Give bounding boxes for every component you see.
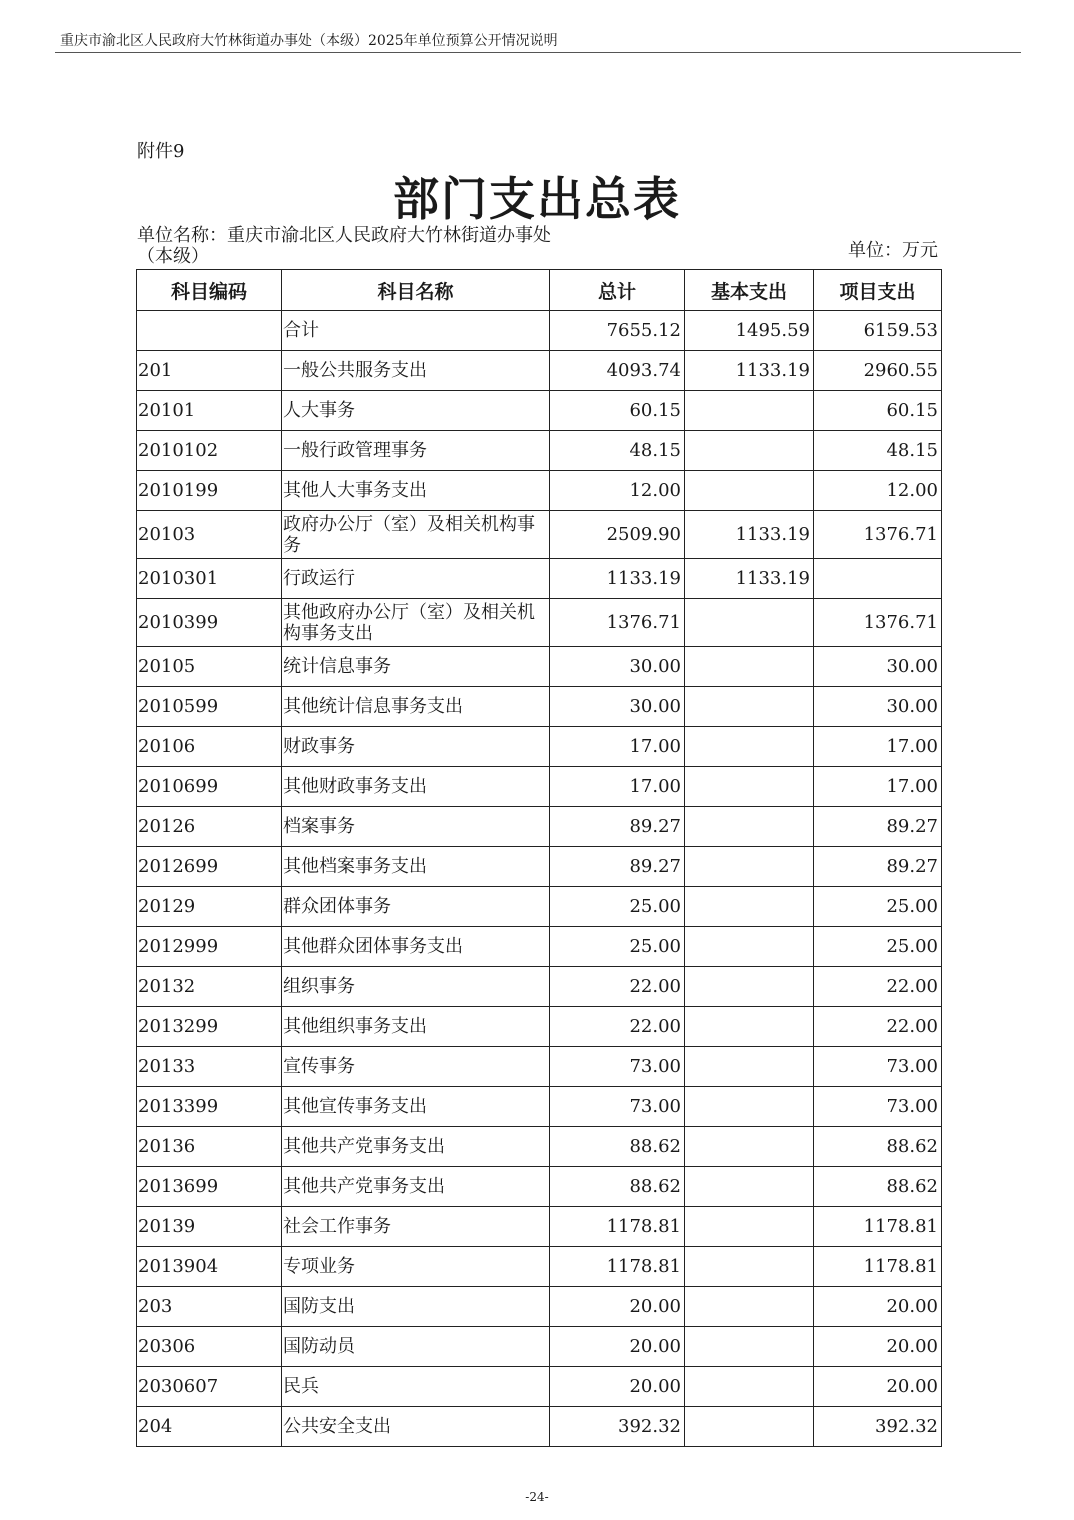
cell-name: 统计信息事务 <box>282 647 550 687</box>
cell-project: 20.00 <box>814 1327 942 1367</box>
unit-name: 单位名称：重庆市渝北区人民政府大竹林街道办事处（本级） <box>137 225 551 267</box>
cell-project: 25.00 <box>814 927 942 967</box>
table-row <box>137 1167 942 1207</box>
cell-basic <box>685 887 814 927</box>
table-row <box>137 887 942 927</box>
cell-basic <box>685 927 814 967</box>
cell-name: 合计 <box>282 311 550 351</box>
cell-basic <box>685 807 814 847</box>
cell-project: 20.00 <box>814 1367 942 1407</box>
cell-basic <box>685 1167 814 1207</box>
cell-project: 73.00 <box>814 1087 942 1127</box>
cell-basic <box>685 647 814 687</box>
cell-code: 204 <box>137 1407 282 1447</box>
cell-project: 30.00 <box>814 647 942 687</box>
cell-name: 人大事务 <box>282 391 550 431</box>
cell-code: 20101 <box>137 391 282 431</box>
cell-name: 其他统计信息事务支出 <box>282 687 550 727</box>
cell-name: 财政事务 <box>282 727 550 767</box>
cell-code: 2010301 <box>137 559 282 599</box>
table-row <box>137 687 942 727</box>
cell-project: 20.00 <box>814 1287 942 1327</box>
cell-basic <box>685 431 814 471</box>
cell-name: 行政运行 <box>282 559 550 599</box>
table-header-row <box>137 270 942 311</box>
cell-code: 2012999 <box>137 927 282 967</box>
table-row <box>137 351 942 391</box>
cell-name: 其他档案事务支出 <box>282 847 550 887</box>
cell-project: 392.32 <box>814 1407 942 1447</box>
table-row <box>137 431 942 471</box>
cell-name: 社会工作事务 <box>282 1207 550 1247</box>
cell-total: 22.00 <box>550 967 685 1007</box>
cell-code: 2013399 <box>137 1087 282 1127</box>
table-row <box>137 927 942 967</box>
table-row <box>137 1007 942 1047</box>
cell-name: 其他财政事务支出 <box>282 767 550 807</box>
cell-name: 其他群众团体事务支出 <box>282 927 550 967</box>
cell-basic: 1495.59 <box>685 311 814 351</box>
cell-project: 60.15 <box>814 391 942 431</box>
cell-total: 89.27 <box>550 847 685 887</box>
cell-total: 1376.71 <box>550 599 685 647</box>
cell-name: 国防动员 <box>282 1327 550 1367</box>
table-body <box>137 311 942 1447</box>
cell-name: 其他共产党事务支出 <box>282 1127 550 1167</box>
cell-basic <box>685 687 814 727</box>
cell-basic <box>685 727 814 767</box>
cell-code: 201 <box>137 351 282 391</box>
table-row <box>137 391 942 431</box>
cell-code: 2010599 <box>137 687 282 727</box>
column-header-name: 科目名称 <box>282 270 550 311</box>
column-header-project: 项目支出 <box>814 270 942 311</box>
cell-name: 其他宣传事务支出 <box>282 1087 550 1127</box>
cell-project: 48.15 <box>814 431 942 471</box>
cell-basic <box>685 1287 814 1327</box>
column-header-total: 总计 <box>550 270 685 311</box>
cell-basic <box>685 847 814 887</box>
cell-total: 7655.12 <box>550 311 685 351</box>
cell-project: 89.27 <box>814 847 942 887</box>
cell-total: 20.00 <box>550 1287 685 1327</box>
cell-name: 一般行政管理事务 <box>282 431 550 471</box>
column-header-basic: 基本支出 <box>685 270 814 311</box>
cell-project: 89.27 <box>814 807 942 847</box>
cell-project: 88.62 <box>814 1167 942 1207</box>
cell-code: 2010699 <box>137 767 282 807</box>
table-row <box>137 647 942 687</box>
table-row <box>137 1367 942 1407</box>
cell-name: 群众团体事务 <box>282 887 550 927</box>
cell-code: 20103 <box>137 511 282 559</box>
cell-total: 1133.19 <box>550 559 685 599</box>
cell-code: 2010102 <box>137 431 282 471</box>
table-row <box>137 559 942 599</box>
cell-code: 20139 <box>137 1207 282 1247</box>
cell-name: 国防支出 <box>282 1287 550 1327</box>
table-row <box>137 471 942 511</box>
cell-code: 20306 <box>137 1327 282 1367</box>
header-divider <box>55 52 1021 53</box>
table-row <box>137 599 942 647</box>
table-row <box>137 1207 942 1247</box>
cell-basic <box>685 767 814 807</box>
cell-basic: 1133.19 <box>685 511 814 559</box>
running-header: 重庆市渝北区人民政府大竹林街道办事处（本级）2025年单位预算公开情况说明 <box>60 33 558 49</box>
cell-total: 17.00 <box>550 767 685 807</box>
cell-total: 2509.90 <box>550 511 685 559</box>
cell-basic <box>685 1327 814 1367</box>
table-row <box>137 727 942 767</box>
cell-basic <box>685 1247 814 1287</box>
cell-code: 20133 <box>137 1047 282 1087</box>
table-row <box>137 1087 942 1127</box>
cell-total: 30.00 <box>550 647 685 687</box>
cell-project: 17.00 <box>814 727 942 767</box>
cell-name: 档案事务 <box>282 807 550 847</box>
cell-basic <box>685 1407 814 1447</box>
cell-name: 宣传事务 <box>282 1047 550 1087</box>
cell-name: 民兵 <box>282 1367 550 1407</box>
cell-basic <box>685 599 814 647</box>
cell-total: 17.00 <box>550 727 685 767</box>
cell-total: 73.00 <box>550 1087 685 1127</box>
cell-total: 12.00 <box>550 471 685 511</box>
cell-total: 1178.81 <box>550 1207 685 1247</box>
cell-project: 1178.81 <box>814 1207 942 1247</box>
cell-total: 25.00 <box>550 927 685 967</box>
cell-project: 88.62 <box>814 1127 942 1167</box>
cell-project: 30.00 <box>814 687 942 727</box>
page-number: -24- <box>525 1490 549 1504</box>
cell-project: 17.00 <box>814 767 942 807</box>
cell-total: 4093.74 <box>550 351 685 391</box>
cell-basic <box>685 1127 814 1167</box>
cell-code: 20132 <box>137 967 282 1007</box>
table-row <box>137 511 942 559</box>
cell-code: 2030607 <box>137 1367 282 1407</box>
cell-total: 20.00 <box>550 1327 685 1367</box>
cell-basic <box>685 471 814 511</box>
cell-name: 公共安全支出 <box>282 1407 550 1447</box>
table-row <box>137 1287 942 1327</box>
cell-basic <box>685 1047 814 1087</box>
page-title: 部门支出总表 <box>393 172 681 226</box>
cell-basic <box>685 967 814 1007</box>
cell-basic <box>685 1207 814 1247</box>
cell-project: 1376.71 <box>814 511 942 559</box>
cell-project: 22.00 <box>814 967 942 1007</box>
cell-project: 2960.55 <box>814 351 942 391</box>
cell-project: 12.00 <box>814 471 942 511</box>
cell-name: 组织事务 <box>282 967 550 1007</box>
table-row <box>137 967 942 1007</box>
cell-name: 专项业务 <box>282 1247 550 1287</box>
table-row <box>137 767 942 807</box>
cell-project: 73.00 <box>814 1047 942 1087</box>
cell-code <box>137 311 282 351</box>
cell-total: 25.00 <box>550 887 685 927</box>
cell-code: 20129 <box>137 887 282 927</box>
cell-name: 其他人大事务支出 <box>282 471 550 511</box>
cell-total: 88.62 <box>550 1127 685 1167</box>
cell-total: 60.15 <box>550 391 685 431</box>
cell-code: 203 <box>137 1287 282 1327</box>
cell-code: 2010399 <box>137 599 282 647</box>
cell-total: 392.32 <box>550 1407 685 1447</box>
cell-basic <box>685 1367 814 1407</box>
table-row <box>137 311 942 351</box>
cell-name: 其他政府办公厅（室）及相关机构事务支出 <box>282 599 550 647</box>
cell-total: 89.27 <box>550 807 685 847</box>
cell-basic: 1133.19 <box>685 351 814 391</box>
table-row <box>137 1127 942 1167</box>
cell-total: 1178.81 <box>550 1247 685 1287</box>
cell-total: 30.00 <box>550 687 685 727</box>
table-row <box>137 1047 942 1087</box>
cell-name: 其他共产党事务支出 <box>282 1167 550 1207</box>
cell-project: 1178.81 <box>814 1247 942 1287</box>
cell-basic: 1133.19 <box>685 559 814 599</box>
currency-unit-label: 单位：万元 <box>848 240 938 261</box>
cell-name: 政府办公厅（室）及相关机构事务 <box>282 511 550 559</box>
cell-code: 2013299 <box>137 1007 282 1047</box>
cell-total: 88.62 <box>550 1167 685 1207</box>
cell-code: 20126 <box>137 807 282 847</box>
cell-basic <box>685 1087 814 1127</box>
cell-basic <box>685 1007 814 1047</box>
cell-code: 2013699 <box>137 1167 282 1207</box>
cell-total: 22.00 <box>550 1007 685 1047</box>
cell-code: 20105 <box>137 647 282 687</box>
expenditure-table <box>136 269 942 1447</box>
cell-name: 其他组织事务支出 <box>282 1007 550 1047</box>
cell-code: 2012699 <box>137 847 282 887</box>
cell-total: 48.15 <box>550 431 685 471</box>
cell-total: 73.00 <box>550 1047 685 1087</box>
table-row <box>137 807 942 847</box>
cell-code: 20106 <box>137 727 282 767</box>
cell-project <box>814 559 942 599</box>
cell-project: 6159.53 <box>814 311 942 351</box>
cell-project: 1376.71 <box>814 599 942 647</box>
cell-basic <box>685 391 814 431</box>
table-row <box>137 1247 942 1287</box>
cell-code: 2010199 <box>137 471 282 511</box>
cell-name: 一般公共服务支出 <box>282 351 550 391</box>
cell-code: 20136 <box>137 1127 282 1167</box>
table-row <box>137 1327 942 1367</box>
column-header-code: 科目编码 <box>137 270 282 311</box>
cell-project: 22.00 <box>814 1007 942 1047</box>
attachment-label: 附件9 <box>137 141 185 162</box>
cell-total: 20.00 <box>550 1367 685 1407</box>
cell-project: 25.00 <box>814 887 942 927</box>
cell-code: 2013904 <box>137 1247 282 1287</box>
table-row <box>137 1407 942 1447</box>
table-row <box>137 847 942 887</box>
